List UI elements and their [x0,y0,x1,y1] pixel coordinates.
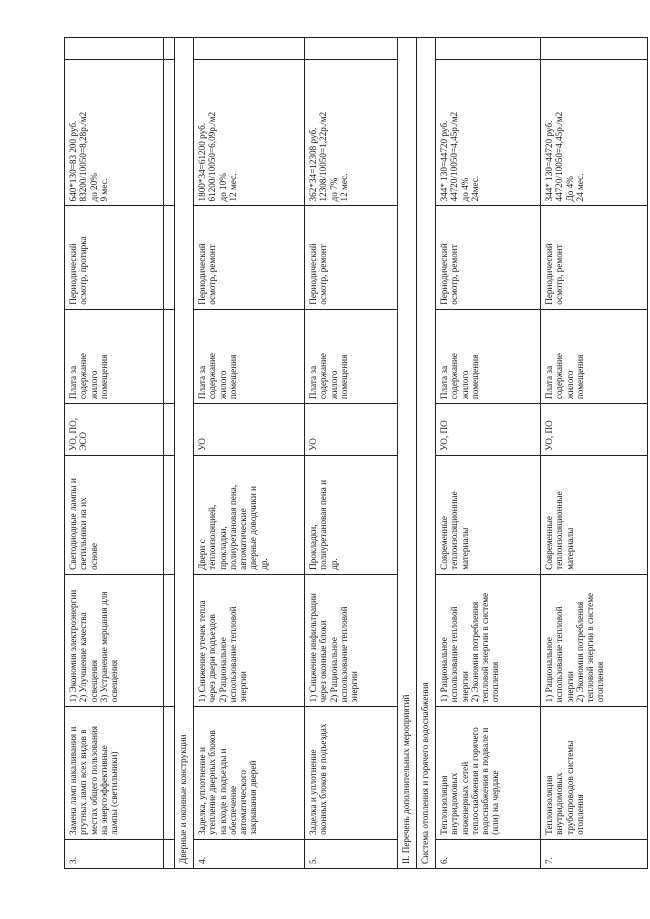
measure-executor: УО, ПО, ЭСО [65,404,164,456]
measure-technology: Светодиодные лампы и светильники на их основе [65,455,164,574]
measure-goal: 1) Рациональное использование тепловой энергии 2) Экономия потребления тепловой энергии в системе отопления [541,574,648,707]
table-row [436,38,541,869]
row-number: 3. [65,839,164,868]
work-type: Периодический осмотр, ремонт [436,206,541,309]
work-type: Периодический осмотр, ремонт [305,206,398,309]
section-title-heating: Система отопления и горячего водоснабжения [417,38,436,869]
row-number: 6. [436,839,541,868]
measure-goal: 1) Снижение инфильтрации через оконные блоки 2) Рациональное использование тепловой энергии [305,574,398,707]
work-type: Периодический осмотр, ремонт [541,206,648,309]
measure-executor: УО [194,404,305,456]
extra-column [305,38,398,61]
measure-name: Теплоизоляция внутридомовых инженерных сетей теплоснабжения и горячего водоснабжения в подвале и (или) на чердаке [436,707,541,840]
table-row [541,38,648,869]
measure-executor: УО, ПО [541,404,648,456]
measure-technology: Современные теплоизоляционные материалы [436,455,541,574]
work-type: Периодический осмотр, протирка [65,206,164,309]
section-header [175,38,194,869]
extra-column [65,38,164,61]
funding-source: Плата за содержание жилого помещения [305,309,398,403]
measures-table [64,37,648,869]
cost-effect: 362*34=12308 руб. 12308/10050=1,22р./м2 до 7% 12 мес. [305,60,398,206]
section-header [398,38,417,869]
measure-name: Замена ламп накаливания и ртутных ламп всех видов в местах общего пользования на энергоэффективные лампы (светильники) [65,707,164,840]
cost-effect: 1800*34=61200 руб. 61200/10050=6,09р./м2 до 10% 12 мес. [194,60,305,206]
funding-source: Плата за содержание жилого помещения [194,309,305,403]
row-number: 4. [194,839,305,868]
extra-column [194,38,305,61]
extra-column [541,38,648,61]
cost-effect: 344* 130=44720 руб. 44720/10050=4,45р./м2 до 4% 24мес. [436,60,541,206]
measure-name: Заделка и уплотнение оконных блоков в подъездах [305,707,398,840]
measure-name: Заделка, уплотнение и утепление дверных блоков на входе в подъезды и обеспечение автоматического закрывания дверей [194,707,305,840]
section-title-additional: II. Перечень дополнительных мероприятий [398,38,417,869]
measure-executor: УО, ПО [436,404,541,456]
measure-goal: 1) Снижение утечек тепла через двери подъездов 2) Рациональное использование тепловой энергии [194,574,305,707]
cost-effect: 640*130=83 200 руб. 83200/10050=8,28р./м2 до 20% 9 мес. [65,60,164,206]
funding-source: Плата за содержание жилого помещения [65,309,164,403]
row-number: 5. [305,839,398,868]
extra-column [436,38,541,61]
table-row [194,38,305,869]
measure-goal: 1) Рациональное использование тепловой энергии 2) Экономия потребления тепловой энергии в системе отопления [436,574,541,707]
cost-effect: 344* 130=44720 руб. 44720/10050=4,45р./м2 До 4% 24 мес. [541,60,648,206]
measure-technology: Прокладки, полиуретановая пена и др. [305,455,398,574]
table-row [305,38,398,869]
funding-source: Плата за содержание жилого помещения [541,309,648,403]
funding-source: Плата за содержание жилого помещения [436,309,541,403]
measure-goal: 1) Экономия электроэнергии 2) Улучшение качества освещения 3) Устранение мерцания для освещения [65,574,164,707]
measure-name: Теплоизоляция внутридомовых трубопроводов системы отопления [541,707,648,840]
spacer-row [164,38,175,869]
measure-technology: Современные теплоизоляционные материалы [541,455,648,574]
table-row [65,38,164,869]
measure-executor: УО [305,404,398,456]
row-number: 7. [541,839,648,868]
measure-technology: Двери с теплоизоляцией, прокладки, полиуретановая пена, автоматические дверные доводчики и др. [194,455,305,574]
work-type: Периодический осмотр, ремонт [194,206,305,309]
section-header [417,38,436,869]
section-title-doors: Дверные и оконные конструкции [175,38,194,869]
